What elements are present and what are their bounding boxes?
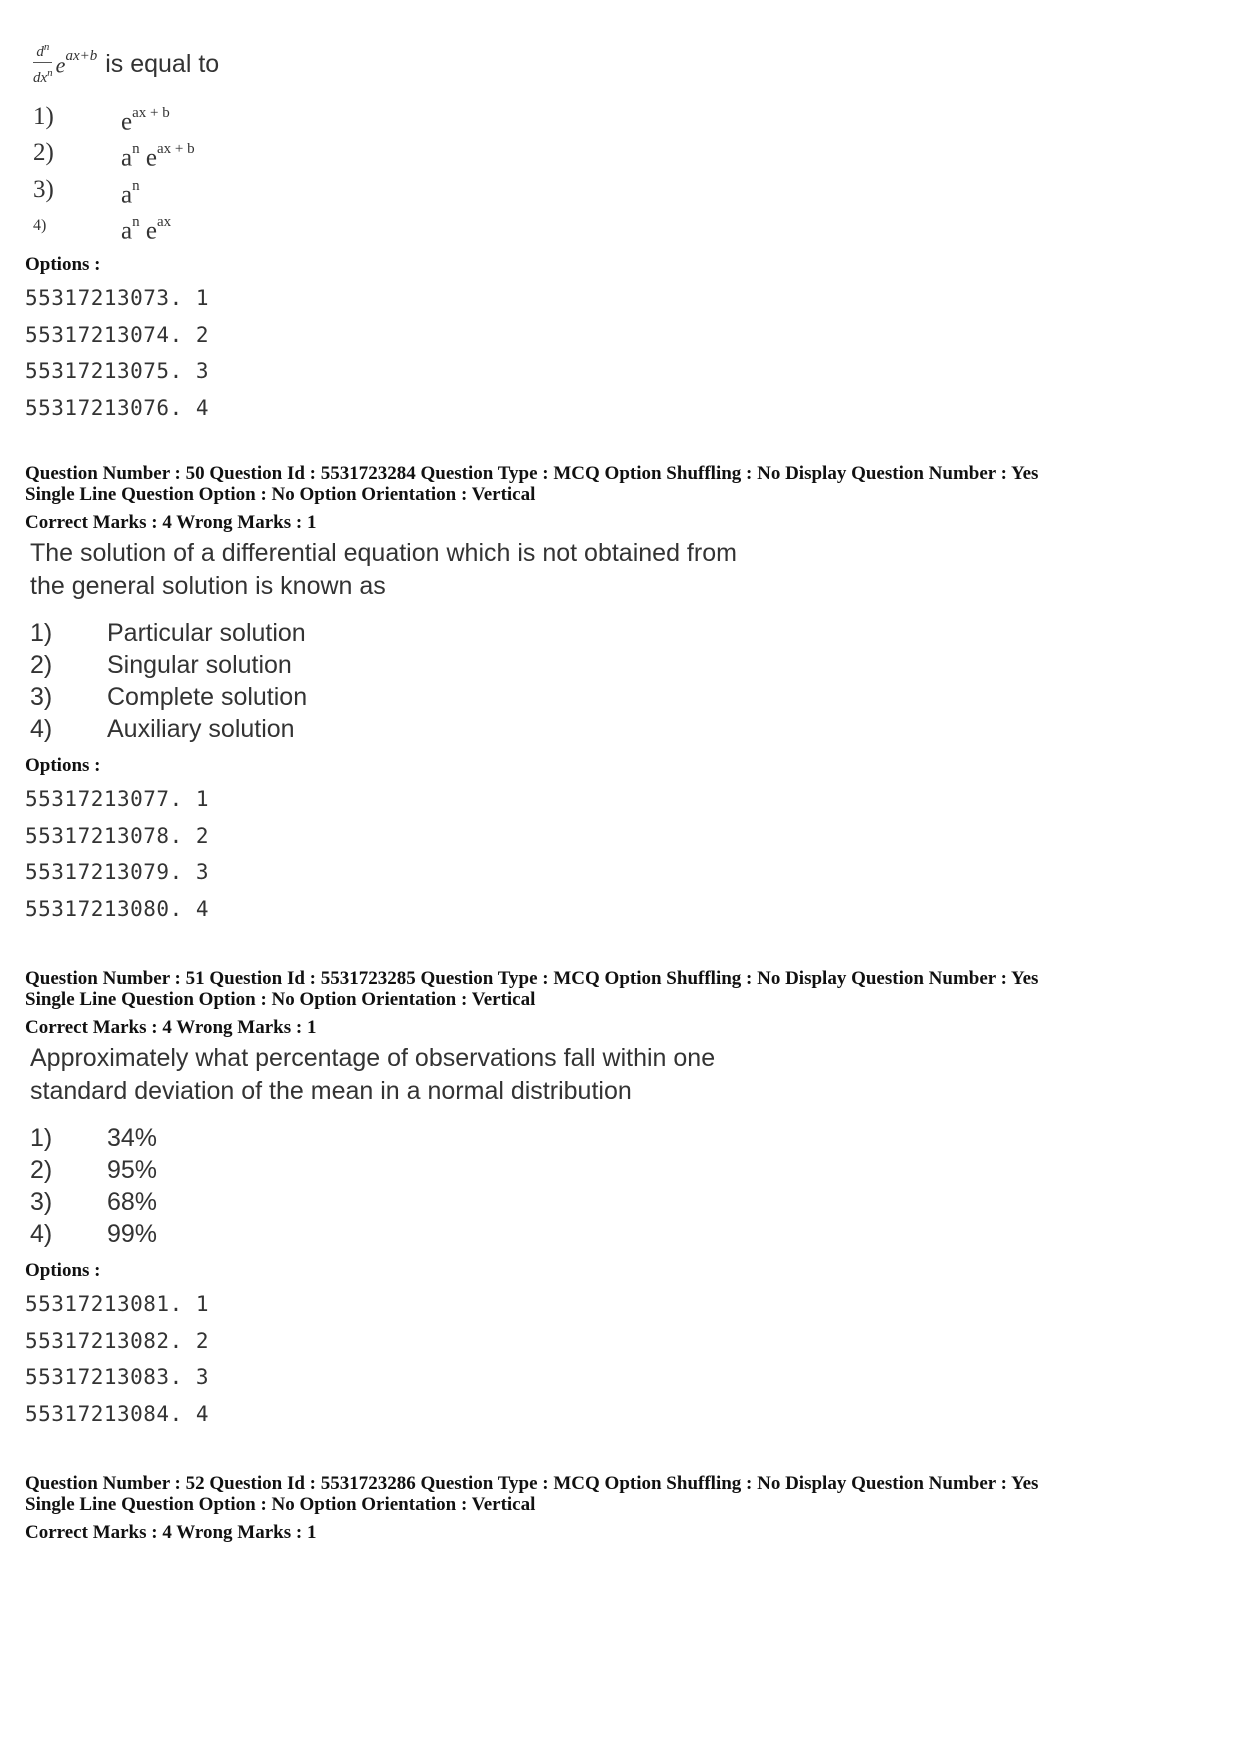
question-body (30, 537, 1225, 745)
question-marks: Correct Marks : 4 Wrong Marks : 1 (25, 1017, 317, 1038)
answer-item: 1) 34% (30, 1124, 158, 1152)
option-id: 55317213081. 1 (25, 1292, 210, 1316)
options-label: Options : (25, 254, 101, 275)
question-stem: The solution of a differential equation which is not obtained from (30, 539, 737, 567)
option-id: 55317213073. 1 (25, 286, 210, 310)
answer-item: 1) $e^{ax + b}$ (33, 103, 170, 136)
answer-list (33, 101, 219, 246)
question-stem: Approximately what percentage of observations fall within one (30, 1044, 716, 1072)
question-meta: Single Line Question Option : No Option Orientation : Vertical (25, 484, 536, 505)
answer-item: 2) $a^n$ $e^{ax + b}$ (33, 139, 195, 172)
derivative-fraction: $\frac{d^n}{dx^n}$ (33, 38, 53, 87)
answer-list (30, 617, 1225, 745)
question-meta: Single Line Question Option : No Option Orientation : Vertical (25, 1494, 536, 1515)
question-marks: Correct Marks : 4 Wrong Marks : 1 (25, 512, 317, 533)
question-stem-math (33, 38, 219, 87)
option-id: 55317213076. 4 (25, 395, 210, 420)
answer-item: 2) 95% (30, 1156, 158, 1184)
question-meta: Question Number : 51 Question Id : 5531723285 Question Type : MCQ Option Shuffling : No Display Question Number : Yes (25, 968, 1039, 989)
option-id: 55317213078. 2 (25, 823, 210, 848)
question-meta: Question Number : 50 Question Id : 5531723284 Question Type : MCQ Option Shuffling : No Display Question Number : Yes (25, 463, 1039, 484)
question-stem: the general solution is known as (30, 572, 386, 600)
question-stem: standard deviation of the mean in a normal distribution (30, 1077, 632, 1105)
option-id: 55317213083. 3 (25, 1365, 210, 1389)
question-marks: Correct Marks : 4 Wrong Marks : 1 (25, 1522, 317, 1543)
question-50 (25, 463, 1225, 927)
options-label: Options : (25, 755, 101, 776)
answer-item: 3) 68% (30, 1188, 158, 1216)
option-id: 55317213084. 4 (25, 1401, 210, 1426)
question-52 (25, 1473, 1225, 1543)
question-body (30, 1042, 1225, 1250)
answer-item: 3) Complete solution (30, 683, 308, 711)
question-meta: Single Line Question Option : No Option Orientation : Vertical (25, 989, 536, 1010)
question-49-continued (33, 38, 219, 246)
options-section (25, 254, 209, 426)
answer-item: 1) Particular solution (30, 619, 306, 647)
option-id: 55317213075. 3 (25, 359, 210, 383)
option-id: 55317213074. 2 (25, 322, 210, 347)
option-id: 55317213079. 3 (25, 860, 210, 884)
answer-item: 3) $a^n$ (33, 175, 140, 208)
options-label: Options : (25, 1260, 101, 1281)
answer-list (30, 1122, 1225, 1250)
answer-item: 4) 99% (30, 1220, 158, 1248)
option-id: 55317213082. 2 (25, 1328, 210, 1353)
stem-text: is equal to (105, 50, 220, 78)
answer-item: 4) Auxiliary solution (30, 715, 295, 743)
question-51 (25, 968, 1225, 1432)
options-section (25, 1260, 1225, 1432)
question-meta: Question Number : 52 Question Id : 5531723286 Question Type : MCQ Option Shuffling : No Display Question Number : Yes (25, 1473, 1039, 1494)
option-id: 55317213080. 4 (25, 896, 210, 921)
exponential-term: $e^{ax+b}$ (55, 48, 98, 78)
answer-item: 2) Singular solution (30, 651, 292, 679)
answer-item: 4) $a^n$ $e^{ax}$ (33, 213, 172, 245)
options-section (25, 755, 1225, 927)
option-id: 55317213077. 1 (25, 787, 210, 811)
